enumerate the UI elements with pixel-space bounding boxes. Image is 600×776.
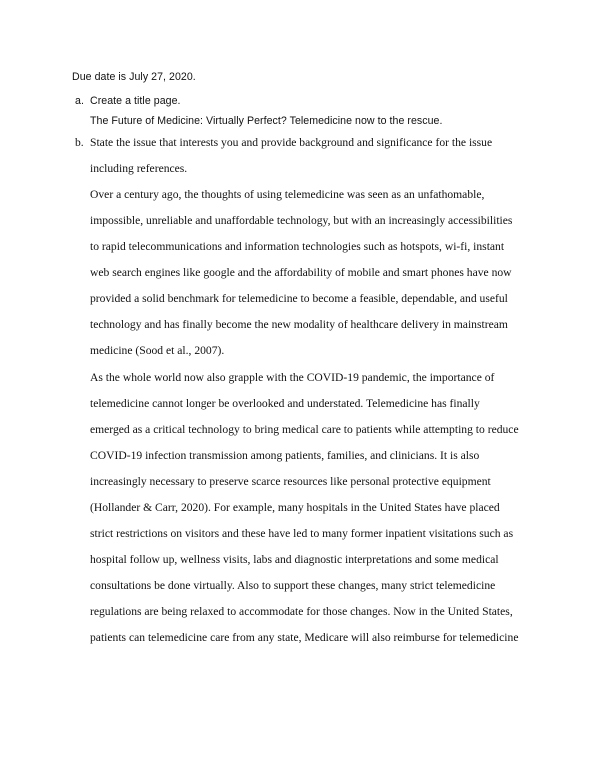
paragraph-2-line: telemedicine cannot longer be overlooked and understated. Telemedicine has finally	[90, 397, 480, 410]
due-date: Due date is July 27, 2020.	[72, 71, 196, 83]
paragraph-2-line: patients can telemedicine care from any state, Medicare will also reimburse for telemedicine	[90, 631, 519, 644]
paragraph-2-line: (Hollander & Carr, 2020). For example, many hospitals in the United States have placed	[90, 501, 500, 514]
paragraph-2-line: strict restrictions on visitors and these have led to many former inpatient visitations such as	[90, 527, 514, 540]
paragraph-2-line: As the whole world now also grapple with the COVID-19 pandemic, the importance of	[90, 371, 495, 384]
list-item-a-line-1: Create a title page.	[90, 95, 181, 107]
list-item-b-line-1: State the issue that interests you and provide background and significance for the issue	[90, 136, 493, 149]
paragraph-1-line: provided a solid benchmark for telemedicine to become a feasible, dependable, and useful	[90, 292, 508, 305]
paragraph-2-line: consultations be done virtually. Also to support these changes, many strict telemedicine	[90, 579, 496, 592]
list-item-a-title-line: The Future of Medicine: Virtually Perfect? Telemedicine now to the rescue.	[90, 115, 443, 127]
paragraph-1-line: technology and has finally become the new modality of healthcare delivery in mainstream	[90, 318, 508, 331]
list-marker-a: a.	[75, 95, 84, 107]
paragraph-1-line: impossible, unreliable and unaffordable technology, but with an increasingly accessibilities	[90, 214, 513, 227]
paragraph-2-line: emerged as a critical technology to bring medical care to patients while attempting to reduce	[90, 423, 519, 436]
paragraph-2-line: hospital follow up, wellness visits, labs and diagnostic interpretations and some medical	[90, 553, 499, 566]
list-marker-b: b.	[75, 136, 84, 149]
list-item-b-line-2: including references.	[90, 162, 188, 175]
paragraph-2-line: COVID-19 infection transmission among patients, families, and clinicians. It is also	[90, 449, 480, 462]
paragraph-1-line: web search engines like google and the affordability of mobile and smart phones have now	[90, 266, 512, 279]
paragraph-2-line: increasingly necessary to preserve scarce resources like personal protective equipment	[90, 475, 491, 488]
paragraph-1-line: to rapid telecommunications and information technologies such as hotspots, wi-fi, instant	[90, 240, 505, 253]
paragraph-1-line: medicine (Sood et al., 2007).	[90, 344, 225, 357]
paragraph-2-line: regulations are being relaxed to accommodate for those changes. Now in the United States,	[90, 605, 513, 618]
paragraph-1-line: Over a century ago, the thoughts of using telemedicine was seen as an unfathomable,	[90, 188, 485, 201]
